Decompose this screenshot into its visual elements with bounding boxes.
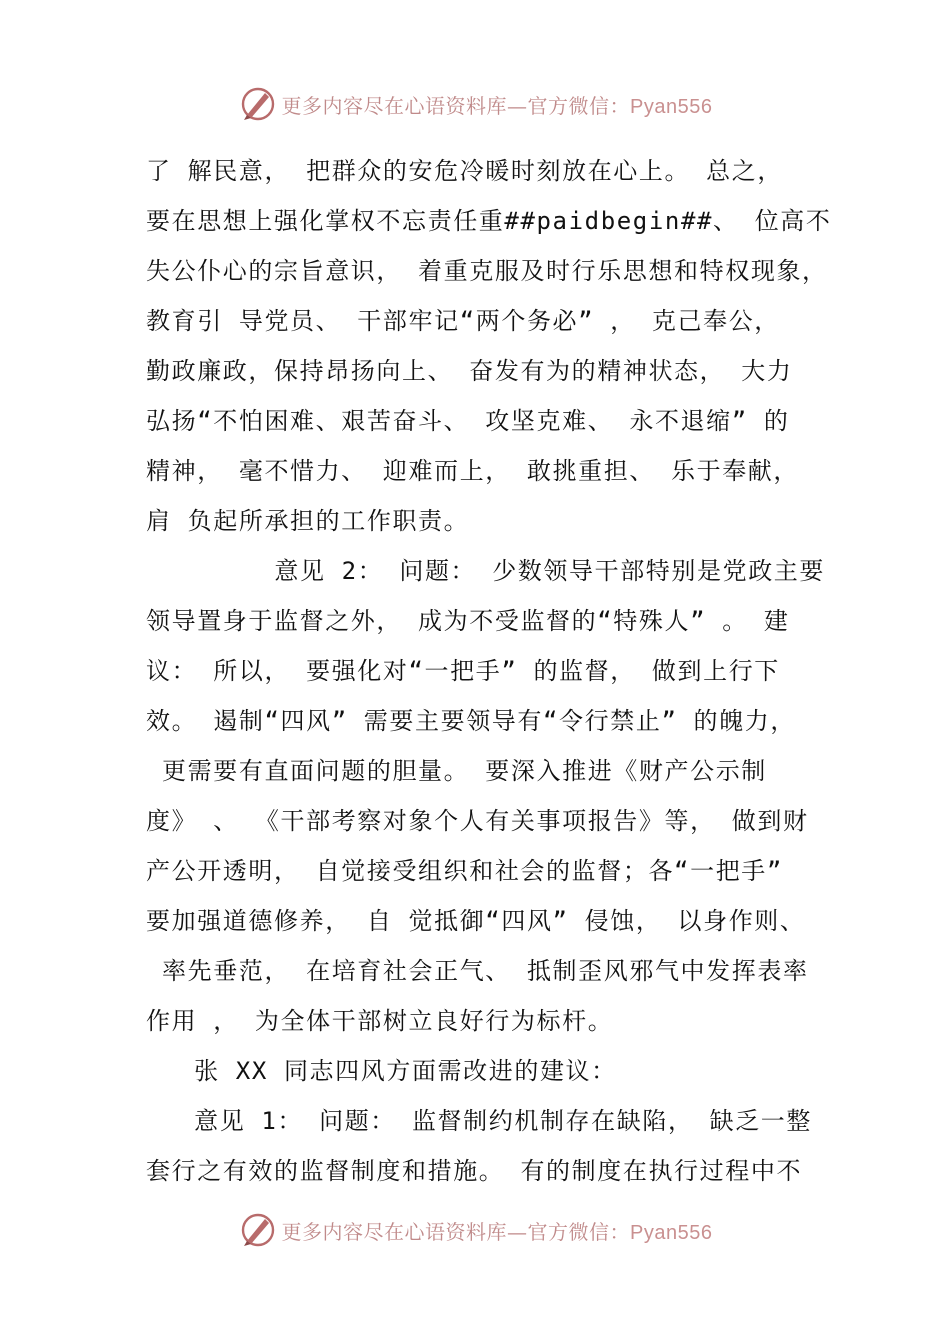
text-line: 教育引 导党员、 干部牢记“两个务必” ， 克己奉公， bbox=[146, 307, 780, 335]
text-line: 率先垂范， 在培育社会正气、 抵制歪风邪气中发挥表率 bbox=[146, 957, 809, 985]
text-line: 肩 负起所承担的工作职责。 bbox=[146, 507, 470, 535]
text-line: 失公仆心的宗旨意识， 着重克服及时行乐思想和特权现象， bbox=[146, 257, 828, 285]
pen-logo-icon bbox=[238, 1210, 278, 1250]
watermark-text: 更多内容尽在心语资料库—官方微信：Pyan556 bbox=[281, 1219, 713, 1244]
text-line: 效。 遏制“四风” 需要主要领导有“令行禁止” 的魄力， bbox=[146, 707, 796, 735]
text-line: 要加强道德修养， 自 觉抵御“四风” 侵蚀， 以身作则、 bbox=[146, 907, 806, 935]
watermark-text: 更多内容尽在心语资料库—官方微信：Pyan556 bbox=[281, 93, 713, 118]
text-line: 意见 2： 问题： 少数领导干部特别是党政主要 bbox=[146, 557, 825, 585]
text-line: 度》 、 《干部考察对象个人有关事项报告》等， 做到财 bbox=[146, 807, 809, 835]
footer-watermark bbox=[0, 1208, 950, 1252]
text-line: 要在思想上强化掌权不忘责任重##paidbegin##、 位高不 bbox=[146, 207, 832, 235]
text-line: 领导置身于监督之外， 成为不受监督的“特殊人” 。 建 bbox=[146, 607, 790, 635]
text-line: 弘扬“不怕困难、艰苦奋斗、 攻坚克难、 永不退缩” 的 bbox=[146, 407, 790, 435]
text-line: 了 解民意， 把群众的安危冷暖时刻放在心上。 总之， bbox=[146, 157, 783, 185]
document-body bbox=[146, 146, 836, 1196]
text-line: 精神， 毫不惜力、 迎难而上， 敢挑重担、 乐于奉献， bbox=[146, 457, 799, 485]
text-line: 套行之有效的监督制度和措施。 有的制度在执行过程中不 bbox=[146, 1157, 803, 1185]
text-line: 意见 1： 问题： 监督制约机制存在缺陷， 缺乏一整 bbox=[146, 1107, 812, 1135]
text-line: 勤政廉政，保持昂扬向上、 奋发有为的精神状态， 大力 bbox=[146, 357, 793, 385]
text-line: 产公开透明， 自觉接受组织和社会的监督；各“一把手” bbox=[146, 857, 783, 885]
text-line: 作用 ， 为全体干部树立良好行为标杆。 bbox=[146, 1007, 614, 1035]
text-line: 张 XX 同志四风方面需改进的建议： bbox=[146, 1057, 617, 1085]
text-line: 更需要有直面问题的胆量。 要深入推进《财产公示制 bbox=[146, 757, 767, 785]
pen-logo-icon bbox=[238, 84, 278, 124]
header-watermark bbox=[0, 82, 950, 126]
text-line: 议： 所以， 要强化对“一把手” 的监督， 做到上行下 bbox=[146, 657, 780, 685]
